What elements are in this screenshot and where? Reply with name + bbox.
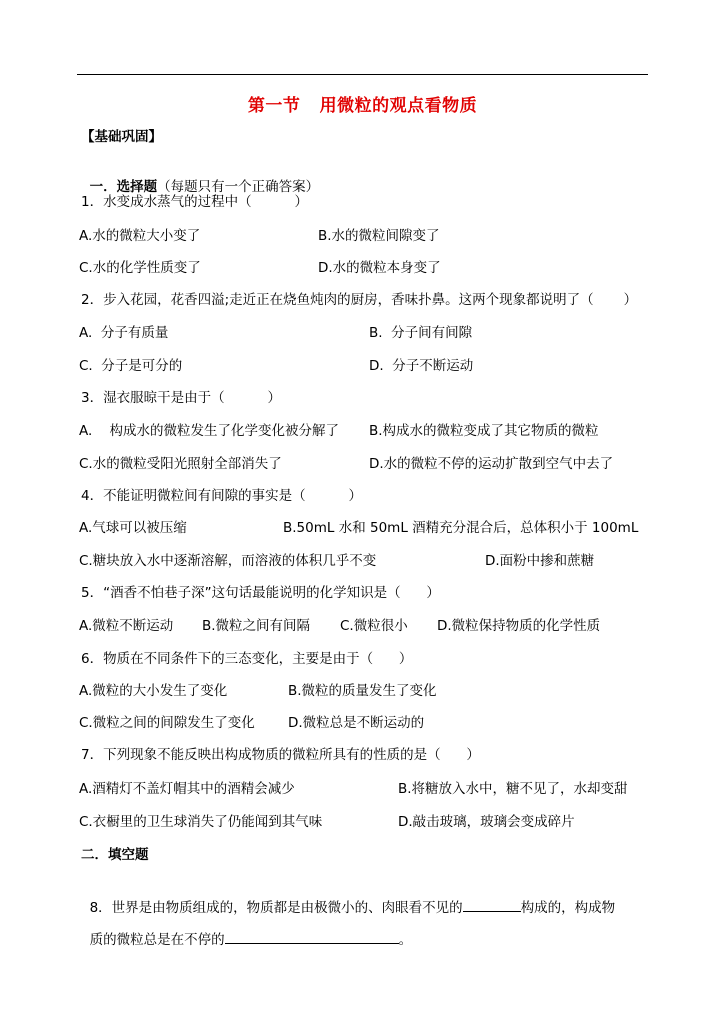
q6-option-c: C.微粒之间的间隙发生了变化 bbox=[79, 715, 255, 731]
q3-option-c: C.水的微粒受阳光照射全部消失了 bbox=[79, 456, 282, 472]
q7-option-c: C.衣橱里的卫生球消失了仍能闻到其气味 bbox=[79, 814, 323, 830]
q1-option-a: A.水的微粒大小变了 bbox=[79, 228, 201, 244]
q2-option-c: C. 分子是可分的 bbox=[79, 358, 183, 374]
question-4-stem: 4．不能证明微粒间有间隙的事实是（ ） bbox=[81, 488, 363, 504]
question-6-stem: 6．物质在不同条件下的三态变化，主要是由于（ ） bbox=[81, 651, 413, 667]
question-3-stem: 3．湿衣服晾干是由于（ ） bbox=[81, 390, 282, 406]
page-title: 第一节 用微粒的观点看物质 bbox=[247, 96, 478, 116]
q8-text-part1: 8．世界是由物质组成的，物质都是由极微小的、肉眼看不见的 bbox=[89, 900, 463, 916]
q8-text-part3: 质的微粒总是在不停的 bbox=[89, 932, 225, 948]
question-2-stem: 2．步入花园，花香四溢;走近正在烧鱼炖肉的厨房，香味扑鼻。这两个现象都说明了（ ） bbox=[81, 292, 638, 308]
q6-option-a: A.微粒的大小发生了变化 bbox=[79, 683, 228, 699]
q2-option-a: A. 分子有质量 bbox=[79, 325, 169, 341]
q7-option-d: D.敲击玻璃，玻璃会变成碎片 bbox=[398, 814, 575, 830]
question-5-stem: 5．“酒香不怕巷子深”这句话最能说明的化学知识是（ ） bbox=[81, 585, 440, 601]
q5-option-a: A.微粒不断运动 bbox=[79, 618, 174, 634]
header-rule bbox=[77, 74, 648, 75]
question-7-stem: 7．下列现象不能反映出构成物质的微粒所具有的性质的是（ ） bbox=[81, 747, 480, 763]
q4-option-b: B.50mL 水和 50mL 酒精充分混合后，总体积小于 100mL bbox=[283, 520, 639, 536]
q5-option-d: D.微粒保持物质的化学性质 bbox=[437, 618, 601, 634]
question-1-stem: 1．水变成水蒸气的过程中（ ） bbox=[81, 194, 309, 210]
q8-text-part2: 构成的，构成物 bbox=[520, 900, 616, 916]
q5-option-b: B.微粒之间有间隔 bbox=[202, 618, 311, 634]
q3-option-d: D.水的微粒不停的运动扩散到空气中去了 bbox=[369, 456, 614, 472]
q1-option-d: D.水的微粒本身变了 bbox=[318, 260, 441, 276]
q1-option-b: B.水的微粒间隙变了 bbox=[318, 228, 440, 244]
part1-heading: 一．选择题 bbox=[89, 179, 158, 195]
q2-option-b: B. 分子间有间隙 bbox=[369, 325, 473, 341]
q8-blank-2[interactable] bbox=[225, 930, 399, 944]
q5-option-c: C.微粒很小 bbox=[340, 618, 408, 634]
q3-option-a: A. 构成水的微粒发生了化学变化被分解了 bbox=[79, 423, 339, 439]
q1-option-c: C.水的化学性质变了 bbox=[79, 260, 201, 276]
q7-option-a: A.酒精灯不盖灯帽其中的酒精会减少 bbox=[79, 781, 295, 797]
q8-blank-1[interactable] bbox=[463, 898, 521, 912]
part1-heading-line bbox=[81, 160, 319, 196]
part2-heading: 二．填空题 bbox=[81, 847, 149, 863]
q3-option-b: B.构成水的微粒变成了其它物质的微粒 bbox=[369, 423, 599, 439]
q7-option-b: B.将糖放入水中，糖不见了，水却变甜 bbox=[398, 781, 628, 797]
q4-option-d: D.面粉中掺和蔗糖 bbox=[485, 553, 595, 569]
question-8-line2 bbox=[81, 912, 412, 949]
q6-option-d: D.微粒总是不断运动的 bbox=[288, 715, 425, 731]
q2-option-d: D. 分子不断运动 bbox=[369, 358, 474, 374]
q4-option-a: A.气球可以被压缩 bbox=[79, 520, 187, 536]
q4-option-c: C.糖块放入水中逐渐溶解，而溶液的体积几乎不变 bbox=[79, 553, 377, 569]
part1-note: （每题只有一个正确答案） bbox=[157, 179, 320, 195]
q6-option-b: B.微粒的质量发生了变化 bbox=[288, 683, 437, 699]
q8-text-part4: 。 bbox=[398, 932, 413, 948]
section-label: 【基础巩固】 bbox=[81, 129, 162, 145]
